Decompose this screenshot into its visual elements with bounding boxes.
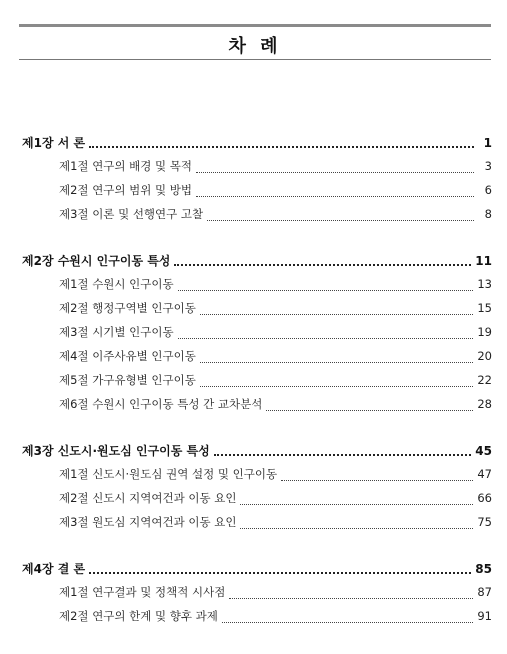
section-title: 제6절 수원시 인구이동 특성 간 교차분석 xyxy=(59,397,263,411)
toc-chapter xyxy=(0,442,507,538)
toc-section-entry[interactable] xyxy=(59,348,492,372)
dot-leader xyxy=(240,528,473,529)
section-page-number: 13 xyxy=(477,277,492,291)
toc-section-entry[interactable] xyxy=(59,490,492,514)
dot-leader xyxy=(178,290,474,291)
section-title: 제2절 신도시 지역여건과 이동 요인 xyxy=(59,491,237,505)
page-title: 차 례 xyxy=(228,36,282,57)
title-top-rule xyxy=(19,24,491,27)
dot-leader xyxy=(200,362,474,363)
dot-leader xyxy=(281,480,473,481)
toc-section-entry[interactable] xyxy=(59,466,492,490)
section-page-number: 6 xyxy=(484,183,492,197)
toc-section-entry[interactable] xyxy=(59,514,492,538)
dot-leader xyxy=(240,504,473,505)
toc-chapter-entry[interactable] xyxy=(22,442,492,464)
section-title: 제1절 연구의 배경 및 목적 xyxy=(59,159,193,173)
section-title: 제5절 가구유형별 인구이동 xyxy=(59,373,196,387)
toc-chapter-entry[interactable] xyxy=(22,560,492,582)
dot-leader xyxy=(196,196,474,197)
chapter-page-number: 11 xyxy=(475,254,492,268)
section-page-number: 8 xyxy=(484,207,492,221)
dot-leader xyxy=(178,338,474,339)
chapter-title: 제2장 수원시 인구이동 특성 xyxy=(22,254,171,268)
section-title: 제1절 신도시·원도심 권역 설정 및 인구이동 xyxy=(59,467,278,481)
toc-chapter-entry[interactable] xyxy=(22,252,492,274)
chapter-page-number: 45 xyxy=(475,444,492,458)
toc-section-entry[interactable] xyxy=(59,372,492,396)
section-page-number: 91 xyxy=(477,609,492,623)
section-page-number: 47 xyxy=(477,467,492,481)
section-page-number: 3 xyxy=(484,159,492,173)
section-title: 제2절 행정구역별 인구이동 xyxy=(59,301,196,315)
toc-chapter xyxy=(0,252,507,420)
dot-leader xyxy=(89,572,471,574)
dot-leader xyxy=(229,598,473,599)
section-title: 제2절 연구의 범위 및 방법 xyxy=(59,183,193,197)
chapter-title: 제4장 결 론 xyxy=(22,562,86,576)
dot-leader xyxy=(266,410,473,411)
toc-section-entry[interactable] xyxy=(59,584,492,608)
section-title: 제3절 원도심 지역여건과 이동 요인 xyxy=(59,515,237,529)
section-page-number: 75 xyxy=(477,515,492,529)
section-title: 제1절 수원시 인구이동 xyxy=(59,277,174,291)
dot-leader xyxy=(89,146,474,148)
toc-chapter-entry[interactable] xyxy=(22,134,492,156)
toc-section-entry[interactable] xyxy=(59,276,492,300)
dot-leader xyxy=(214,454,472,456)
dot-leader xyxy=(174,264,471,266)
section-title: 제3절 이론 및 선행연구 고찰 xyxy=(59,207,204,221)
dot-leader xyxy=(207,220,474,221)
toc-section-entry[interactable] xyxy=(59,158,492,182)
dot-leader xyxy=(222,622,473,623)
section-page-number: 15 xyxy=(477,301,492,315)
section-title: 제3절 시기별 인구이동 xyxy=(59,325,174,339)
title-bottom-rule xyxy=(19,59,491,60)
section-page-number: 20 xyxy=(477,349,492,363)
table-of-contents xyxy=(0,134,507,632)
toc-section-entry[interactable] xyxy=(59,608,492,632)
toc-section-entry[interactable] xyxy=(59,300,492,324)
chapter-title: 제3장 신도시·원도심 인구이동 특성 xyxy=(22,444,210,458)
section-page-number: 87 xyxy=(477,585,492,599)
toc-section-entry[interactable] xyxy=(59,396,492,420)
chapter-page-number: 1 xyxy=(483,136,492,150)
chapter-title: 제1장 서 론 xyxy=(22,136,86,150)
section-title: 제1절 연구결과 및 정책적 시사점 xyxy=(59,585,226,599)
toc-section-entry[interactable] xyxy=(59,324,492,348)
toc-chapter xyxy=(0,560,507,632)
section-title: 제2절 연구의 한계 및 향후 과제 xyxy=(59,609,218,623)
chapter-page-number: 85 xyxy=(475,562,492,576)
section-page-number: 19 xyxy=(477,325,492,339)
toc-section-entry[interactable] xyxy=(59,206,492,230)
toc-chapter xyxy=(0,134,507,230)
dot-leader xyxy=(196,172,474,173)
section-page-number: 28 xyxy=(477,397,492,411)
dot-leader xyxy=(200,386,474,387)
section-page-number: 66 xyxy=(477,491,492,505)
section-page-number: 22 xyxy=(477,373,492,387)
section-title: 제4절 이주사유별 인구이동 xyxy=(59,349,196,363)
toc-section-entry[interactable] xyxy=(59,182,492,206)
dot-leader xyxy=(200,314,474,315)
